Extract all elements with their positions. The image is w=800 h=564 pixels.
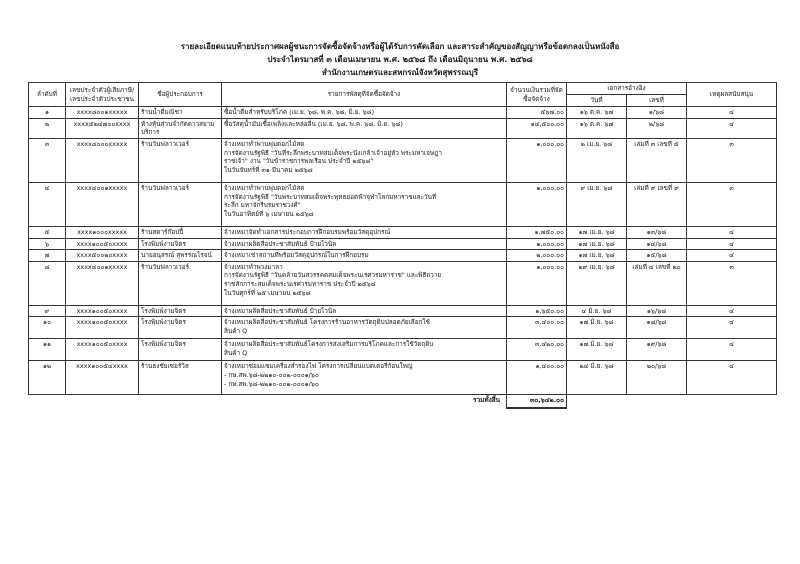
item-line: ระลึก มหาจักรีบรมราชวงศ์" <box>224 201 301 210</box>
cell-amount: ๑,๖๕๐.๐๐ <box>507 305 567 317</box>
cell-reason: ๔ <box>687 305 777 317</box>
procurement-table <box>28 82 777 409</box>
cell-number: ๑๓/๖๘ <box>627 226 687 238</box>
cell-number: ๑/๖๘ <box>627 107 687 119</box>
table-row <box>29 182 777 226</box>
table-row <box>29 138 777 182</box>
table-row <box>29 226 777 238</box>
item-line: ในวันอาทิตย์ที่ ๖ เมษายน ๒๕๖๘ <box>224 209 314 218</box>
cell-amount: ๑,๐๐๐.๐๐ <box>507 261 567 305</box>
cell-reason: ๔ <box>687 107 777 119</box>
cell-amount: ๑,๔๐๐.๐๐ <box>507 361 567 395</box>
table-row <box>29 361 777 395</box>
item-line: จ้างเหมาผลิตสื่อประชาสัมพันธ์ ป้ายไวนิล <box>224 239 337 248</box>
table-row <box>29 305 777 317</box>
cell-date: ๑๗ เม.ย. ๖๘ <box>567 250 627 262</box>
item-line: ซื้อน้ำดื่มสำหรับบริโภค (เม.ย. ๖๘, พ.ค. ๖๘, มิ.ย. ๖๘) <box>224 108 375 116</box>
cell-taxid: xxxx๔๐๐๑xxxxx <box>66 261 139 305</box>
cell-amount: ๑,๐๐๐.๐๐ <box>507 238 567 250</box>
col-header-taxid: เลขประจำตัวผู้เสียภาษี/ เลขประจำตัวประชาชน <box>66 83 139 107</box>
cell-vendor: ร้านสตาร์ก๊อปปี้ <box>139 226 222 238</box>
cell-reason: ๓ <box>687 261 777 305</box>
item-line: การจัดงานรัฐพิธี "วันที่ระลึกพระบาทสมเด็จพระนั่งเกล้าเจ้าอยู่หัว พระมหาเจษฎา <box>224 148 443 157</box>
cell-number: เล่มที่ ๙ เลขที่ ๙ <box>627 182 687 226</box>
cell-item <box>222 138 507 182</box>
cell-vendor: นายอนุสรณ์ สุพรรณไรจน์ <box>139 250 222 262</box>
item-line: จ้างเหมาผลิตสื่อประชาสัมพันธ์โครงการส่งเสริมการบริโภคและการใช้วัตถุดิบ <box>224 340 434 349</box>
cell-item <box>222 317 507 339</box>
cell-amount: ๓,๔๒๐.๐๐ <box>507 339 567 361</box>
item-line: ในวันศุกร์ที่ ๒๕ เมษายน ๒๕๖๘ <box>224 288 311 297</box>
cell-item <box>222 107 507 119</box>
cell-date: ๔ มิ.ย. ๖๘ <box>567 305 627 317</box>
cell-item <box>222 238 507 250</box>
cell-vendor: โรงพิมพ์งามจิตร <box>139 339 222 361</box>
cell-reason: ๔ <box>687 317 777 339</box>
item-line: สินค้า Q <box>224 327 248 336</box>
cell-vendor: ร้านธงชัยเซอร์วิส <box>139 361 222 395</box>
cell-date: ๑๗ เม.ย. ๖๘ <box>567 238 627 250</box>
item-line: จ้างเหมาจัดทำเอกสารประกอบการฝึกอบรมพร้อมวัสดุอุปกรณ์ <box>224 227 391 236</box>
cell-date: ๑๗ มิ.ย. ๖๘ <box>567 317 627 339</box>
cell-seq: ๕ <box>29 226 66 238</box>
item-line: - กษ.สพ.๖๘-๒๒๑๐-๐๐๒-๐๐๐๑/๖๐ <box>224 379 319 388</box>
cell-number: เล่มที่ ๓ เลขที่ ๕ <box>627 138 687 182</box>
cell-number: ๑๔/๖๘ <box>627 238 687 250</box>
cell-taxid: xxxx๘๐๐๑xxxxx <box>66 107 139 119</box>
cell-number: ๒๐/๖๘ <box>627 361 687 395</box>
col-header-reason: เหตุผลสนับสนุน <box>687 83 777 107</box>
cell-vendor: ห้างหุ้นส่วนจำกัดดาวสยามบริการ <box>139 118 222 138</box>
cell-item <box>222 118 507 138</box>
cell-vendor: โรงพิมพ์งามจิตร <box>139 305 222 317</box>
item-line: จ้างเหมาผลิตสื่อประชาสัมพันธ์ โครงการร้านอาหารวัตถุดิบปลอดภัยเลือกใช้ <box>224 318 430 327</box>
cell-number: ๑๙/๖๘ <box>627 339 687 361</box>
cell-vendor: โรงพิมพ์งามจิตร <box>139 238 222 250</box>
col-header-number: เลขที่ <box>627 95 687 107</box>
header-line-2: ประจำไตรมาสที่ ๓ เดือนเมษายน พ.ศ. ๒๕๖๘ ถึง เดือนมิถุนายน พ.ศ. ๒๕๖๘ <box>267 55 533 64</box>
table-row <box>29 317 777 339</box>
item-line: - กษ.สพ.๖๘-๒๒๑๐-๐๐๒-๐๐๐๑/๖๐ <box>224 371 319 380</box>
total-spacer <box>567 395 777 408</box>
cell-number: ๒/๖๘ <box>627 118 687 138</box>
cell-taxid: xxxx๕๐๐๒๐xxxx <box>66 250 139 262</box>
cell-seq: ๑๐ <box>29 317 66 339</box>
item-line: จ้างเหมาผลิตสื่อประชาสัมพันธ์ ป้ายไวนิล <box>224 306 337 315</box>
cell-item <box>222 305 507 317</box>
item-line: ราชเจ้า" งาน "วันข้าราชการพลเรือน ประจำปี ๒๕๖๘" <box>224 157 374 166</box>
cell-amount: ๑,๐๐๐.๐๐ <box>507 182 567 226</box>
item-line: ซื้อวัสดุน้ำมันเชื้อเพลิงและหล่อลื่น (เม.ย. ๖๘, พ.ค. ๖๘, มิ.ย. ๖๘) <box>224 119 403 128</box>
cell-number: ๑๕/๖๘ <box>627 250 687 262</box>
cell-reason: ๔ <box>687 226 777 238</box>
col-header-vendor: ชื่อผู้ประกอบการ <box>139 83 222 107</box>
col-header-date: วันที่ <box>567 95 627 107</box>
cell-seq: ๒ <box>29 118 66 138</box>
cell-seq: ๑๑ <box>29 339 66 361</box>
cell-amount: ๒,๐๐๐.๐๐ <box>507 250 567 262</box>
cell-amount: ๑๔,๕๐๐.๐๐ <box>507 118 567 138</box>
cell-vendor: ร้านวันฟลาวเวอร์ <box>139 182 222 226</box>
col-header-item: รายการพัสดุที่จัดซื้อจัดจ้าง <box>222 83 507 107</box>
cell-taxid: xxxx๑๐๐๕๐xxxx <box>66 238 139 250</box>
table-row <box>29 250 777 262</box>
cell-taxid: xxxx๔๐๐๑xxxxx <box>66 182 139 226</box>
cell-seq: ๔ <box>29 182 66 226</box>
cell-reason: ๔ <box>687 361 777 395</box>
cell-taxid: xxxx๑๐๐๕๐xxxx <box>66 317 139 339</box>
item-line: ราชสักการะสมเด็จพระนเรศวรมหาราช ประจำปี ๒๕๖๘ <box>224 280 376 289</box>
cell-item <box>222 250 507 262</box>
cell-seq: ๘ <box>29 261 66 305</box>
cell-reason: ๔ <box>687 118 777 138</box>
header-line-3: สำนักงานเกษตรและสหกรณ์จังหวัดสุพรรณบุรี <box>321 68 479 77</box>
cell-date: ๑๖ ต.ค. ๖๗ <box>567 107 627 119</box>
cell-seq: ๑๒ <box>29 361 66 395</box>
cell-seq: ๖ <box>29 238 66 250</box>
table-row <box>29 339 777 361</box>
col-header-amount: จำนวนเงินรวมที่จัดซื้อจัดจ้าง <box>507 83 567 107</box>
cell-amount: ๓,๔๐๐.๐๐ <box>507 317 567 339</box>
cell-date: ๒๔ มิ.ย. ๖๘ <box>567 361 627 395</box>
item-line: จ้างเหมาทำพวงมาลา <box>224 262 283 271</box>
cell-taxid: xxxx๑๐๐๕๐xxxx <box>66 339 139 361</box>
cell-item <box>222 361 507 395</box>
cell-item <box>222 182 507 226</box>
item-line: จ้างเหมาเช่าสถานที่พร้อมวัสดุอุปกรณ์ในการฝึกอบรม <box>224 251 369 260</box>
cell-vendor: ร้านน้ำดื่มณิชา <box>139 107 222 119</box>
item-line: การจัดงานรัฐพิธี "วันคล้ายวันสวรรคตสมเด็จพระนเรศวรมหาราช" และพิธีถวาย <box>224 271 442 280</box>
cell-reason: ๓ <box>687 138 777 182</box>
cell-amount: ๑,๐๐๐.๐๐ <box>507 138 567 182</box>
cell-amount: ๑,๗๕๐.๐๐ <box>507 226 567 238</box>
cell-vendor: โรงพิมพ์งามจิตร <box>139 317 222 339</box>
cell-amount: ๕๖๗.๐๐ <box>507 107 567 119</box>
cell-taxid: xxxx๑๐๐๕๔xxxx <box>66 361 139 395</box>
header-line-1: รายละเอียดแนบท้ายประกาศผลผู้ชนะการจัดซื้อจัดจ้างหรือผู้ได้รับการคัดเลือก และสาระสำคัญของสัญญาหรือข้อตกลงเป็นหนังสือ <box>180 42 620 51</box>
cell-reason: ๔ <box>687 339 777 361</box>
item-line: จ้างเหมาทำพานพุ่มดอกไม้สด <box>224 183 305 192</box>
cell-taxid: xxxx๑๐๐๐xxxxx <box>66 226 139 238</box>
cell-reason: ๔ <box>687 250 777 262</box>
cell-taxid: xxxx๕๒๔๗๐๐xxxx <box>66 118 139 138</box>
col-header-refdoc: เอกสารอ้างอิง <box>567 83 687 95</box>
cell-date: ๑๗ มิ.ย. ๖๘ <box>567 339 627 361</box>
cell-date: ๒๙ เม.ย. ๖๘ <box>567 261 627 305</box>
cell-number: ๑๘/๖๘ <box>627 317 687 339</box>
item-line: การจัดงานรัฐพิธี "วันพระบาทสมเด็จพระพุทธยอดฟ้าจุฬาโลกมหาราชและวันที่ <box>224 192 437 201</box>
item-line: จ้างเหมาซ่อมแซมเครื่องสำรองไฟ โครงการเปลี่ยนแบตเตอรี่ก้อนใหญ่ <box>224 362 413 371</box>
cell-seq: ๗ <box>29 250 66 262</box>
item-line: ในวันจันทร์ที่ ๓๑ มีนาคม ๒๕๖๘ <box>224 165 313 174</box>
table-row <box>29 238 777 250</box>
cell-date: ๒ เม.ย. ๖๘ <box>567 138 627 182</box>
table-row <box>29 107 777 119</box>
cell-date: ๙ เม.ย. ๖๘ <box>567 182 627 226</box>
table-row <box>29 118 777 138</box>
cell-date: ๑๗ เม.ย. ๖๘ <box>567 226 627 238</box>
item-line: จ้างเหมาทำพานพุ่มดอกไม้สด <box>224 139 305 148</box>
total-value: ๓๐,๖๔๒.๐๐ <box>507 395 567 408</box>
cell-reason: ๓ <box>687 182 777 226</box>
table-body <box>29 107 777 395</box>
table-row <box>29 261 777 305</box>
cell-vendor: ร้านวันฟลาวเวอร์ <box>139 261 222 305</box>
cell-date: ๑๖ ต.ค. ๖๗ <box>567 118 627 138</box>
cell-number: ๑๖/๖๘ <box>627 305 687 317</box>
total-label: รวมทั้งสิ้น <box>473 396 500 405</box>
item-line: สินค้า Q <box>224 349 248 358</box>
cell-seq: ๙ <box>29 305 66 317</box>
cell-number: เล่มที่ ๔ เลขที่ ๒๐ <box>627 261 687 305</box>
cell-item <box>222 261 507 305</box>
col-header-seq: ลำดับที่ <box>29 83 66 107</box>
cell-item <box>222 226 507 238</box>
cell-taxid: xxxx๑๐๐๕๐xxxx <box>66 305 139 317</box>
cell-item <box>222 339 507 361</box>
cell-taxid: xxxx๔๐๐๐xxxxx <box>66 138 139 182</box>
cell-seq: ๑ <box>29 107 66 119</box>
cell-vendor: ร้านวันฟลาวเวอร์ <box>139 138 222 182</box>
cell-seq: ๓ <box>29 138 66 182</box>
cell-reason: ๔ <box>687 238 777 250</box>
